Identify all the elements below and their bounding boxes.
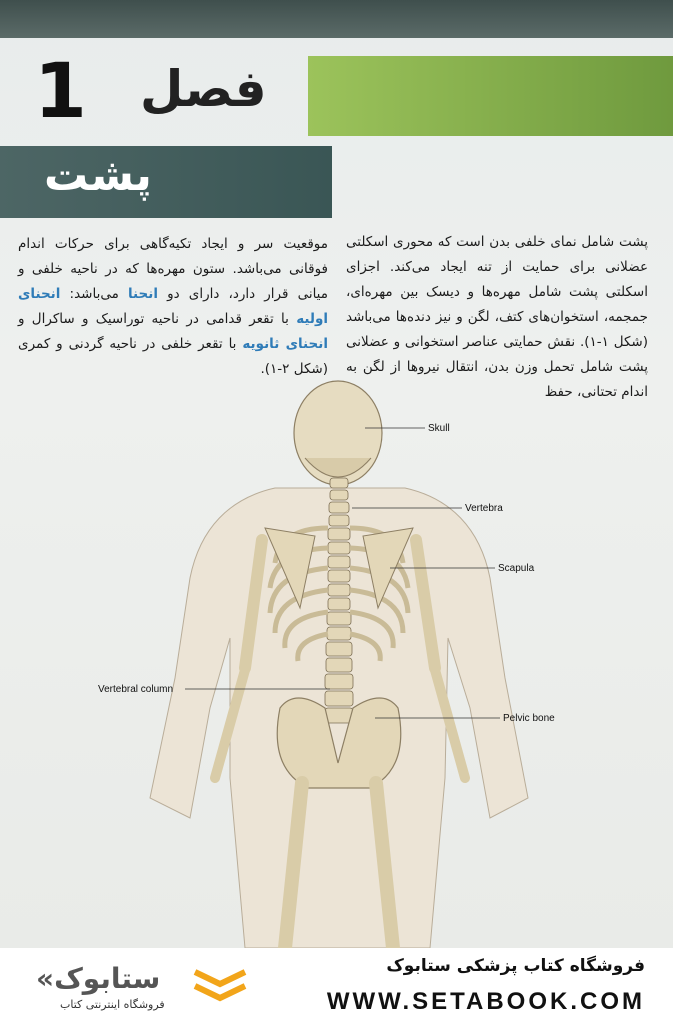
label-vertebral-column: Vertebral column: [98, 684, 174, 695]
store-logo-icon: [190, 962, 250, 1010]
store-logo-text: «ستابوک: [36, 962, 161, 995]
store-url[interactable]: WWW.SETABOOK.COM: [326, 988, 645, 1015]
term-secondary-curvature: انحنای ثانویه: [242, 336, 328, 352]
skeleton-illustration: [80, 378, 600, 948]
label-skull: Skull: [428, 423, 450, 434]
top-band: [0, 0, 673, 38]
text-segment: با تقعر قدامی در ناحیه توراسیک و ساکرال و: [18, 311, 297, 327]
term-primary-curvature: انحنای اولیه: [18, 286, 328, 327]
store-footer: [0, 948, 673, 1024]
store-logo-subtitle: فروشگاه اینترنتی کتاب: [60, 998, 165, 1011]
label-pelvic-bone: Pelvic bone: [503, 713, 555, 724]
chapter-green-band: [308, 56, 673, 136]
chapter-number: 1: [34, 46, 87, 135]
label-scapula: Scapula: [498, 563, 535, 574]
chapter-word: فصل: [140, 60, 267, 118]
paragraph-right: پشت شامل نمای خلفی بدن است که محوری اسکلتی عضلانی برای حمایت از تنه ایجاد می‌کند. اجزای اسکلتی پشت شامل مهره‌ها و دیسک بین مهره‌ای، جمجمه، استخوان‌های کتف، لگن و نیز دنده‌ها می‌باشد (شکل ۱-۱). نقش حمایتی عناصر استخوانی و عضلانی پشت شامل تحمل وزن بدن، انتقال نیروها از لگن به اندام تحتانی، حفظ: [346, 234, 648, 400]
store-name: فروشگاه کتاب پزشکی ستابوک: [386, 956, 645, 976]
text-segment: با تقعر خلفی در ناحیه گردنی و کمری (شکل ۲-۱).: [18, 336, 328, 377]
text-segment: موقعیت سر و ایجاد تکیه‌گاهی برای حرکات اندام فوقانی می‌باشد. ستون مهره‌ها که در ناحیه خلفی و میانی قرار دارد، دارای دو: [18, 236, 328, 302]
label-vertebra: Vertebra: [465, 503, 503, 514]
text-segment: می‌باشد:: [60, 286, 128, 302]
section-title: پشت: [44, 150, 152, 201]
term-curvature: انحنا: [127, 286, 158, 302]
paragraph-left: [18, 232, 328, 382]
